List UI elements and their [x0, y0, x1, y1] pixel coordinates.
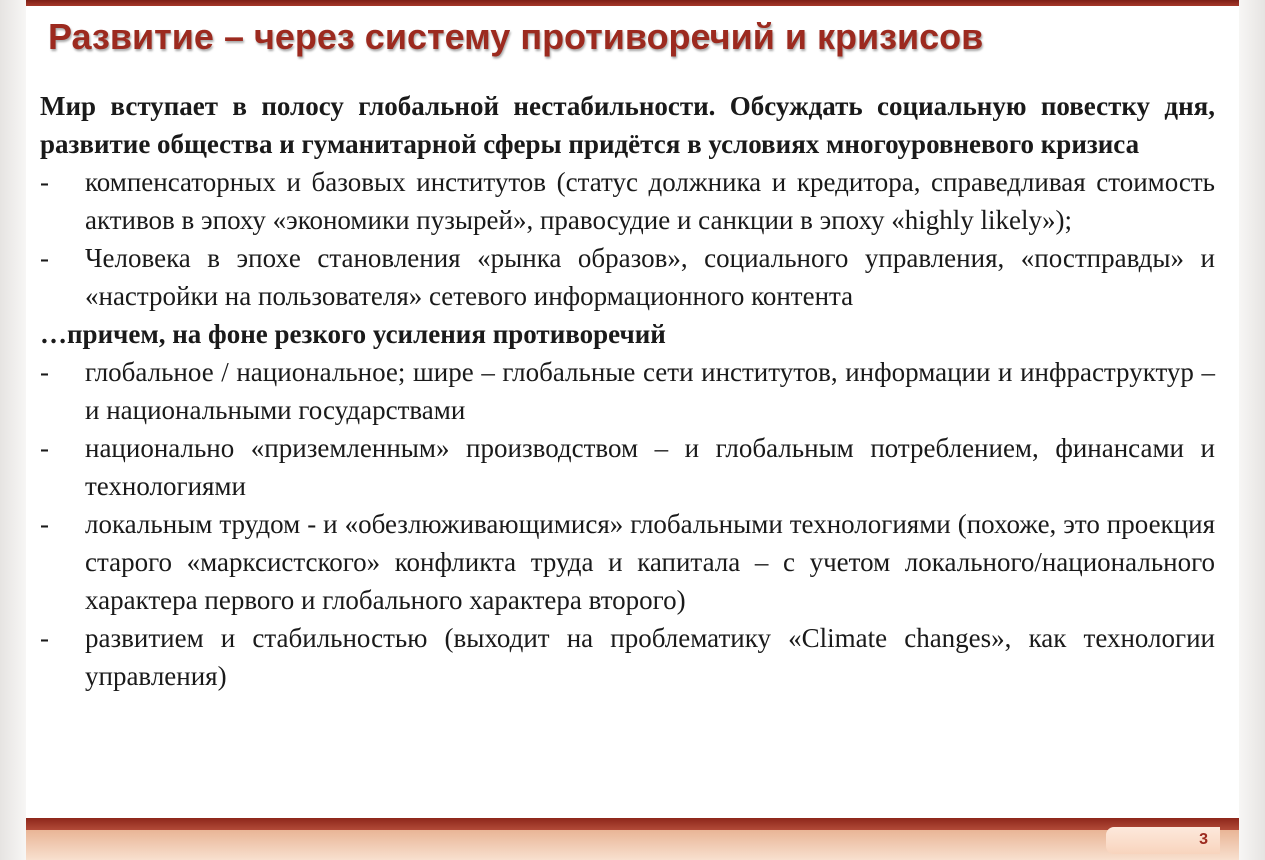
list-item-contradiction-2: [40, 429, 1215, 505]
contradictions-heading: …причем, на фоне резкого усиления противоречий: [40, 319, 666, 349]
list-item-crisis-2: [40, 239, 1215, 315]
list-item-contradiction-3: [40, 505, 1215, 619]
bullet-dash: -: [40, 243, 49, 273]
bullet-dash: -: [40, 509, 49, 539]
bullet-dash: -: [40, 357, 49, 387]
slide-body: [40, 87, 1215, 695]
footer-band: [26, 830, 1239, 860]
list-item-text: локальным трудом - и «обезлюживающимися» глобальными технологиями (похоже, это проекция старого «марксистского» конфликта труда и капитала – с учетом локального/национального характера первого и глобального характера второго): [85, 509, 1215, 615]
slide-title: Развитие – через систему противоречий и кризисов: [48, 16, 984, 57]
left-margin: [0, 0, 26, 860]
list-item-text: компенсаторных и базовых институтов (статус должника и кредитора, справедливая стоимость активов в эпоху «экономики пузырей», правосудие и санкции в эпоху «highly likely»);: [85, 167, 1215, 235]
right-margin: [1239, 0, 1265, 860]
bullet-dash: -: [40, 433, 49, 463]
page-number-box: [1106, 827, 1220, 854]
list-item-crisis-1: [40, 163, 1215, 239]
list-item-text: Человека в эпохe становления «рынка образов», социального управления, «постправды» и «настройки на пользователя» сетевого информационного контента: [85, 243, 1215, 311]
list-item-contradiction-4: [40, 619, 1215, 695]
intro-paragraph: Мир вступает в полосу глобальной нестабильности. Обсуждать социальную повестку дня, развитие общества и гуманитарной сферы придётся в условиях многоуровневого кризиса: [40, 91, 1215, 159]
list-item-text: глобальное / национальное; шире – глобальные сети институтов, информации и инфраструктур – и национальными государствами: [85, 357, 1215, 425]
list-item-text: национально «приземленным» производством – и глобальным потреблением, финансами и технологиями: [85, 433, 1215, 501]
slide-canvas: [26, 6, 1239, 820]
list-item-contradiction-1: [40, 353, 1215, 429]
bullet-dash: -: [40, 167, 49, 197]
page-number: 3: [1199, 831, 1208, 848]
bottom-accent-bar: [26, 818, 1239, 830]
list-item-text: развитием и стабильностью (выходит на проблематику «Climate changes», как технологии управления): [85, 623, 1215, 691]
bullet-dash: -: [40, 623, 49, 653]
